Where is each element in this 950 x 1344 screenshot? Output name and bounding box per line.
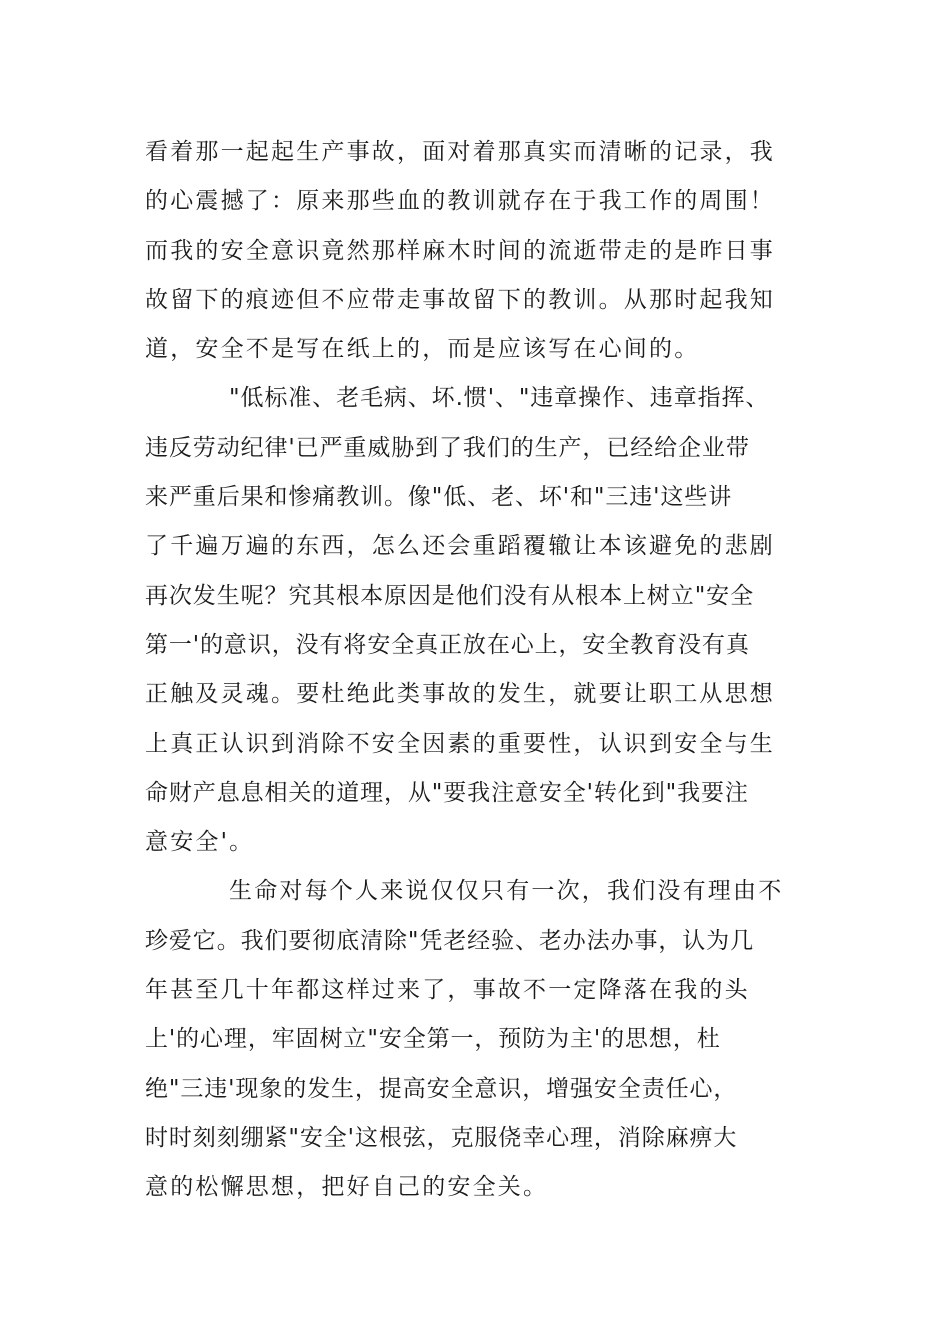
text-line: 来严重后果和惨痛教训。像"低、老、坏'和"三违'这些讲 — [145, 484, 733, 511]
text-line: 绝"三违'现象的发生，提高安全意识，增强安全责任心， — [145, 1075, 738, 1102]
text-line: 上'的心理，牢固树立"安全第一，预防为主'的思想，杜 — [145, 1026, 721, 1053]
text-line: 第一'的意识，没有将安全真正放在心上，安全教育没有真 — [145, 631, 750, 658]
document-body — [145, 128, 835, 1213]
text-line: 珍爱它。我们要彻底清除"凭老经验、老办法办事，认为几 — [145, 927, 754, 954]
text-line: 命财产息息相关的道理，从"要我注意安全'转化到"我要注 — [145, 779, 749, 806]
text-line: 的心震撼了：原来那些血的教训就存在于我工作的周围！ — [145, 188, 775, 215]
text-line: 道，安全不是写在纸上的，而是应该写在心间的。 — [145, 336, 700, 363]
text-line: 而我的安全意识竟然那样麻木时间的流逝带走的是昨日事 — [145, 237, 775, 264]
text-line: 违反劳动纪律'已严重威胁到了我们的生产，已经给企业带 — [145, 434, 750, 461]
text-line: 年甚至几十年都这样过来了，事故不一定降落在我的头 — [145, 977, 750, 1004]
text-line: 意安全'。 — [145, 829, 255, 856]
text-line: 再次发生呢？究其根本原因是他们没有从根本上树立"安全 — [145, 582, 754, 609]
text-line: 时时刻刻绷紧"安全'这根弦，克服侥幸心理，消除麻痹大 — [145, 1124, 738, 1151]
text-line: 故留下的痕迹但不应带走事故留下的教训。从那时起我知 — [145, 286, 775, 313]
text-line: 上真正认识到消除不安全因素的重要性，认识到安全与生 — [145, 730, 775, 757]
text-line: 正触及灵魂。要杜绝此类事故的发生，就要让职工从思想 — [145, 681, 775, 708]
text-line: 看着那一起起生产事故，面对着那真实而清晰的记录，我 — [145, 139, 775, 165]
text-line: 意的松懈思想，把好自己的安全关。 — [145, 1174, 549, 1201]
text-line: 了千遍万遍的东西，怎么还会重蹈覆辙让本该避免的悲剧 — [145, 533, 775, 560]
paragraph-start-line: 生命对每个人来说仅仅只有一次，我们没有理由不 — [229, 878, 784, 905]
paragraph-start-line: "低标准、老毛病、坏.惯'、"违章操作、违章指挥、 — [229, 385, 770, 412]
